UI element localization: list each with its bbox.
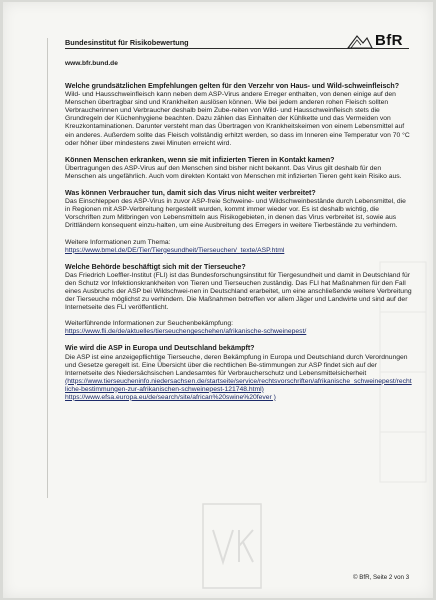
fli-link[interactable]: https://www.fli.de/de/aktuelles/tierseuchengeschehen/afrikanische-schweinepest/ xyxy=(65,328,307,336)
bfr-logo xyxy=(347,32,419,50)
faq-section xyxy=(65,344,413,402)
page-number: © BfR, Seite 2 von 3 xyxy=(353,574,410,581)
logo-text: BfR xyxy=(375,32,403,49)
faq-section xyxy=(65,82,413,148)
document-body xyxy=(65,82,413,410)
section-text: Das Einschleppen des ASP-Virus in zuvor ASP-freie Schweine- und Wildschweinbestände durch Lebensmittel, die in Regionen mit ASP-Verbreitung hergestellt wurden, kommt immer wieder vor. Es ist deshalb wichtig, die Vorschriften zum Mitbringen von Lebensmitteln aus Risikogebieten, in denen das Virus verbreitet ist, sowie aus Drittländern konsequent einzu-halten, um eine Ausbreitung des Erregers in weitere Tierbestände zu verhindern. xyxy=(65,198,406,230)
margin-rule xyxy=(47,38,48,498)
section-text: Das Friedrich Loeffler-Institut (FLI) ist das Bundesforschungsinstitut für Tiergesundheit und damit in Deutschland für den Schutz vor Infektionskrankheiten von Tieren und Tierseuchen zuständig. Das FLI hat Maßnahmen für den Fall eines Ausbruchs der ASP bei Wildschwei-nen in Deutschland erarbeitet, um eine anschließende weitere Verbreitung der Tierseuche möglichst zu verhindern. Die Maßnahmen betreffen vor allem Jäger und Landwirte und sind auf der Internetseite des FLI veröffentlicht. xyxy=(65,271,412,312)
section-text: Übertragungen des ASP-Virus auf den Menschen sind bisher nicht bekannt. Das Virus gilt deshalb für den Menschen als ungefährlich. Auch vom direkten Kontakt von Menschen mit infizierten Tieren geht kein Risiko aus. xyxy=(65,164,402,180)
tierseucheninfo-link[interactable]: (https://www.tierseucheninfo.niedersachsen.de/startseite/service/rechtsvorschriften/afrikanische_schweinepest/rechtliche-bestimmungen-zur-afrikanischen-schweinepest-121748.html) xyxy=(65,377,412,393)
website-url: www.bfr.bund.de xyxy=(65,60,118,67)
section-heading: Wie wird die ASP in Europa und Deutschland bekämpft? xyxy=(65,344,255,353)
section-text: Wild- und Hausschweinfleisch kann neben dem ASP-Virus andere Erreger enthalten, von denen einige auf den Menschen übertragbar sind und Krankheiten auslösen können. Wie bei jedem anderen rohen Fleisch sollten Verbraucherinnen und Verbraucher deshalb beim Zube-reiten von Wild- und Hausschweinfleisch stets die Grundregeln der Küchenhygiene beachten. Dazu zählen das Einhalten der Kühlkette und das Vermeiden von Kreuzkontaminationen. Darunter versteht man das Übertragen von Krankheitskeimen von einem Lebensmittel auf ein anderes. Außerdem sollte das Fleisch vollständig erhitzt werden, so dass im Inneren eine Temperatur von 70 °C oder höher über mindestens zwei Minuten erreicht wird. xyxy=(65,91,410,147)
institute-name: Bundesinstitut für Risikobewertung xyxy=(65,38,189,47)
faded-stamp xyxy=(199,500,265,592)
section-text: Die ASP ist eine anzeigepflichtige Tierseuche, deren Bekämpfung in Europa und Deutschland durch Verordnungen und Gesetze geregelt ist. Eine Übersicht über die rechtlichen Be-stimmungen zur ASP findet sich auf der Internetseite des Niedersächsischen Landesamtes für Verbraucherschutz und Lebensmittelsicherheit xyxy=(65,353,408,377)
faq-section xyxy=(65,263,413,337)
document-page xyxy=(3,2,433,598)
bfr-logo-icon xyxy=(347,32,373,50)
faq-section xyxy=(65,189,413,255)
section-heading: Welche grundsätzlichen Empfehlungen gelten für den Verzehr von Haus- und Wild-schweinfleisch? xyxy=(65,82,400,90)
faq-section xyxy=(65,156,413,181)
section-heading: Können Menschen erkranken, wenn sie mit infizierten Tieren in Kontakt kamen? xyxy=(65,155,335,164)
section-heading: Welche Behörde beschäftigt sich mit der Tierseuche? xyxy=(65,262,246,271)
section-heading: Was können Verbraucher tun, damit sich das Virus nicht weiter verbreitet? xyxy=(65,189,316,198)
more-info-label: Weiterführende Informationen zur Seuchenbekämpfung: xyxy=(65,320,233,328)
more-info-label: Weitere Informationen zum Thema: xyxy=(65,238,171,246)
efsa-link[interactable]: https://www.efsa.europa.eu/de/search/site/african%20swine%20fever ) xyxy=(65,393,276,401)
bmel-link[interactable]: https://www.bmel.de/DE/Tier/Tiergesundheit/Tierseuchen/_texte/ASP.html xyxy=(65,246,285,254)
